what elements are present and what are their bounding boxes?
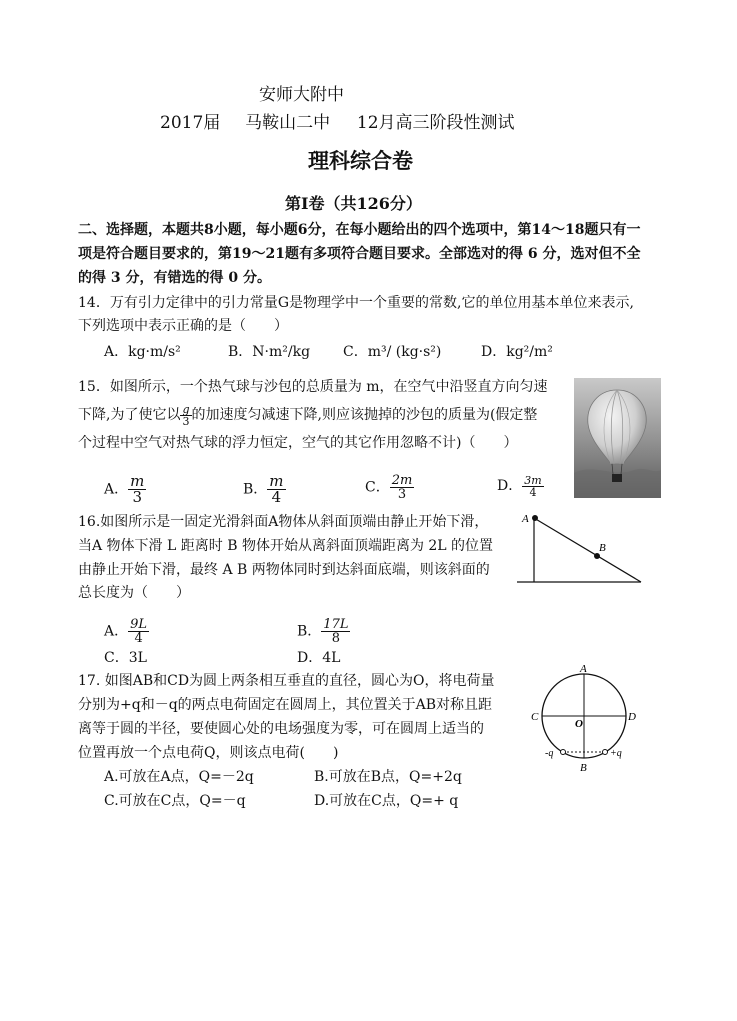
q16-a-numerator: 9L bbox=[130, 617, 148, 632]
q16-b-denominator: 8 bbox=[331, 631, 341, 646]
q15-line-2 bbox=[78, 403, 537, 427]
q15-b-fraction bbox=[267, 474, 285, 505]
q15-option-b bbox=[243, 474, 286, 505]
exam-line bbox=[160, 108, 515, 133]
q15-b-denominator: 4 bbox=[271, 488, 282, 506]
q14-option-b: B．N·m²/kg bbox=[228, 344, 311, 360]
q15-option-a-label: A． bbox=[104, 481, 129, 498]
q17-option-b: B.可放在B点，Q=+2q bbox=[314, 769, 462, 785]
exam-name: 12月高三阶段性测试 bbox=[356, 113, 515, 133]
paper-title: 理科综合卷 bbox=[308, 148, 413, 173]
circle-label-c: C bbox=[531, 711, 539, 723]
q16-option-d: D．4L bbox=[297, 650, 341, 666]
q17-option-c: C.可放在C点，Q=－q bbox=[104, 793, 246, 809]
q15-line-3: 个过程中空气对热气球的浮力恒定，空气的其它作用忽略不计)（ ） bbox=[78, 435, 518, 451]
q15-c-numerator: 2m bbox=[391, 473, 413, 488]
q16-option-b-label: B． bbox=[297, 623, 322, 640]
q15-a-fraction bbox=[128, 474, 146, 505]
q16-b-numerator: 17L bbox=[323, 617, 349, 632]
q16-a-fraction bbox=[128, 618, 149, 645]
incline-label-a: A bbox=[522, 513, 529, 525]
q15-g-fraction bbox=[180, 404, 191, 427]
q16-option-a bbox=[104, 618, 149, 645]
exam-year: 2017届 bbox=[160, 113, 221, 133]
q15-line-1: 15．如图所示，一个热气球与沙包的总质量为 m，在空气中沿竖直方向匀速 bbox=[78, 379, 548, 395]
q16-line-4: 总长度为（ ） bbox=[78, 585, 190, 601]
q15-option-c bbox=[365, 474, 414, 501]
q17-line-3: 离等于圆的半径，要使圆心处的电场强度为零，可在圆周上适当的 bbox=[78, 721, 484, 737]
q16-a-denominator: 4 bbox=[134, 631, 143, 646]
q15-a-numerator: m bbox=[130, 472, 145, 490]
q15-d-fraction bbox=[522, 475, 543, 498]
q15-c-denominator: 3 bbox=[397, 487, 407, 502]
instructions-line-3: 的得 3 分，有错选的得 0 分。 bbox=[78, 270, 271, 286]
school-name-2: 马鞍山二中 bbox=[245, 113, 331, 133]
incline-slope bbox=[534, 518, 641, 582]
q16-option-a-label: A． bbox=[104, 623, 129, 640]
q16-line-1: 16.如图所示是一固定光滑斜面A物体从斜面顶端由静止开始下滑， bbox=[78, 514, 489, 530]
q17-line-4: 位置再放一个点电荷Q，则该点电荷( ) bbox=[78, 745, 339, 761]
q16-line-2: 当A 物体下滑 L 距离时 B 物体开始从离斜面顶端距离为 2L 的位置 bbox=[78, 538, 494, 554]
q15-g-numerator: g bbox=[182, 402, 190, 416]
negative-charge-label: -q bbox=[545, 748, 554, 759]
q15-d-numerator: 3m bbox=[524, 473, 542, 487]
q15-option-b-label: B． bbox=[243, 481, 268, 498]
q16-b-fraction bbox=[321, 618, 350, 645]
incline-label-b: B bbox=[599, 542, 606, 554]
positive-charge-dot bbox=[603, 750, 608, 755]
circle-charge-figure bbox=[527, 662, 645, 774]
q15-line-2-post: 的加速度匀减速下降,则应该抛掉的沙包的质量为(假定整 bbox=[191, 407, 538, 423]
circle-label-o: O bbox=[575, 718, 583, 730]
q15-a-denominator: 3 bbox=[132, 488, 143, 506]
negative-charge-dot bbox=[561, 750, 566, 755]
q14-line-2: 下列选项中表示正确的是（ ） bbox=[78, 318, 288, 334]
q15-g-denominator: 3 bbox=[182, 414, 190, 428]
q17-line-2: 分别为+q和－q的两点电荷固定在圆周上，其位置关于AB对称且距 bbox=[78, 697, 493, 713]
q15-option-d bbox=[497, 474, 544, 498]
q15-option-c-label: C． bbox=[365, 479, 390, 496]
object-a-dot bbox=[532, 515, 538, 521]
positive-charge-label: +q bbox=[610, 748, 622, 759]
circle-label-b: B bbox=[580, 762, 587, 774]
q14-option-a: A．kg·m/s² bbox=[104, 344, 181, 360]
q15-d-denominator: 4 bbox=[529, 485, 537, 499]
circle-label-d: D bbox=[628, 711, 636, 723]
q15-b-numerator: m bbox=[269, 472, 284, 490]
q14-option-d: D．kg²/m² bbox=[481, 344, 553, 360]
q15-c-fraction bbox=[390, 474, 415, 501]
q15-option-a bbox=[104, 474, 146, 505]
q17-option-a: A.可放在A点，Q=－2q bbox=[104, 769, 254, 785]
q15-option-d-label: D． bbox=[497, 478, 523, 494]
q16-option-b bbox=[297, 618, 350, 645]
q16-line-3: 由静止开始下滑，最终 A B 两物体同时到达斜面底端，则该斜面的 bbox=[78, 562, 490, 578]
instructions-line-1: 二、选择题，本题共8小题，每小题6分，在每小题给出的四个选项中，第14～18题只有一 bbox=[78, 222, 641, 238]
q14-line-1: 14．万有引力定律中的引力常量G是物理学中一个重要的常数,它的单位用基本单位来表示, bbox=[78, 295, 634, 311]
incline-figure bbox=[515, 508, 645, 586]
school-name-1: 安师大附中 bbox=[259, 85, 344, 105]
q17-line-1: 17. 如图AB和CD为圆上两条相互垂直的直径，圆心为O，将电荷量 bbox=[78, 673, 495, 689]
q16-option-c: C．3L bbox=[104, 650, 147, 666]
q15-line-2-pre: 下降,为了使它以 bbox=[78, 407, 181, 423]
instructions-line-2: 项是符合题目要求的，第19～21题有多项符合题目要求。全部选对的得 6 分，选对但不全 bbox=[78, 246, 641, 262]
hot-air-balloon-image bbox=[574, 378, 661, 498]
q14-option-c: C．m³/ (kg·s²) bbox=[343, 344, 442, 360]
circle-label-a: A bbox=[580, 663, 587, 675]
section-title: 第Ⅰ卷（共126分） bbox=[285, 194, 422, 213]
q17-option-d: D.可放在C点，Q=+ q bbox=[314, 793, 459, 809]
